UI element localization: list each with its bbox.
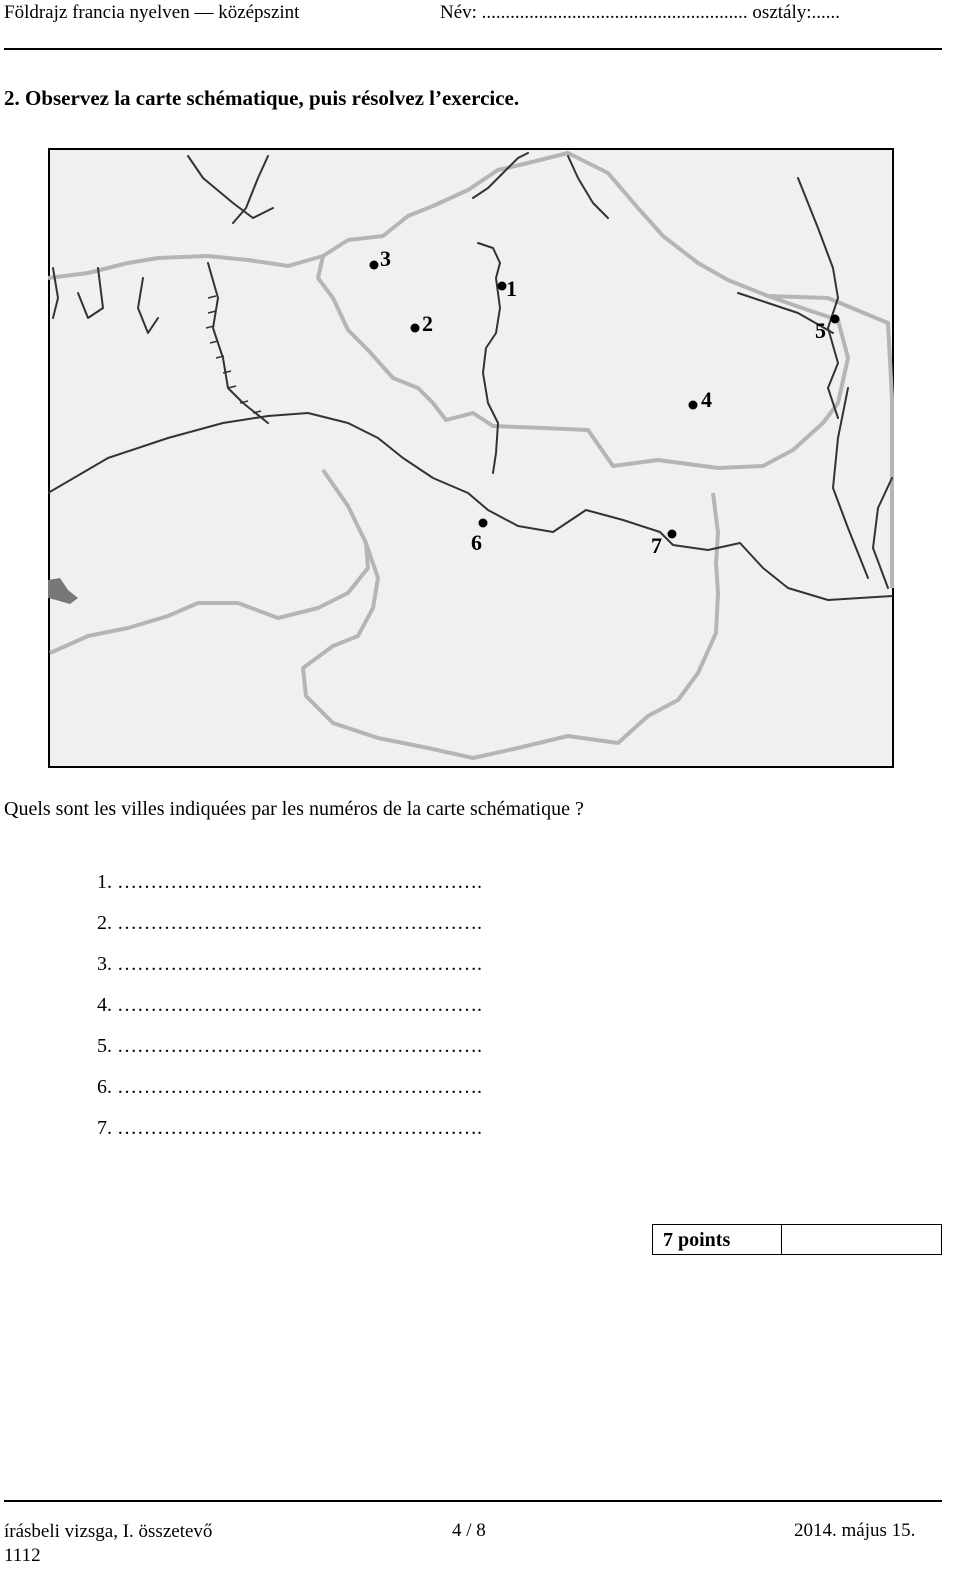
footer-exam-info: [4, 1520, 212, 1568]
points-label: 7 points: [653, 1225, 782, 1254]
answer-line-3[interactable]: 3. ……………………………………………….: [97, 953, 482, 975]
answer-list: [97, 868, 482, 1155]
map-frame: [49, 149, 893, 767]
question-text: Quels sont les villes indiquées par les numéros de la carte schématique ?: [4, 798, 584, 820]
answer-line-7[interactable]: 7. ……………………………………………….: [97, 1117, 482, 1139]
city-label-3: 3: [380, 246, 391, 271]
points-box: [652, 1224, 942, 1255]
footer-date: 2014. május 15.: [794, 1520, 916, 1541]
city-label-2: 2: [422, 311, 433, 336]
answer-line-5[interactable]: 5. ……………………………………………….: [97, 1035, 482, 1057]
points-score-field[interactable]: [782, 1225, 941, 1254]
footer-rule: [4, 1500, 942, 1502]
city-dot-5: [831, 315, 840, 324]
task-title: 2. Observez la carte schématique, puis résolvez l’exercice.: [4, 86, 520, 110]
footer-exam-part: írásbeli vizsga, I. összetevő: [4, 1521, 213, 1542]
schematic-map: [48, 148, 894, 768]
city-dot-3: [370, 261, 379, 270]
header-name-class-field: Név: ........................................................ osztály:......: [440, 2, 841, 23]
answer-line-1[interactable]: 1. ……………………………………………….: [97, 871, 482, 893]
header-rule: [4, 48, 942, 50]
city-label-7: 7: [651, 533, 662, 558]
footer-exam-code: 1112: [4, 1545, 41, 1566]
city-label-1: 1: [506, 276, 517, 301]
city-dot-2: [411, 324, 420, 333]
answer-line-6[interactable]: 6. ……………………………………………….: [97, 1076, 482, 1098]
city-dot-4: [689, 401, 698, 410]
answer-line-4[interactable]: 4. ……………………………………………….: [97, 994, 482, 1016]
city-label-6: 6: [471, 530, 482, 555]
city-dot-7: [668, 530, 677, 539]
city-label-5: 5: [815, 318, 826, 343]
answer-line-2[interactable]: 2. ……………………………………………….: [97, 912, 482, 934]
city-label-4: 4: [701, 387, 712, 412]
city-dot-6: [479, 519, 488, 528]
header-subject: Földrajz francia nyelven — középszint: [4, 2, 300, 23]
page-number: 4 / 8: [452, 1520, 486, 1541]
